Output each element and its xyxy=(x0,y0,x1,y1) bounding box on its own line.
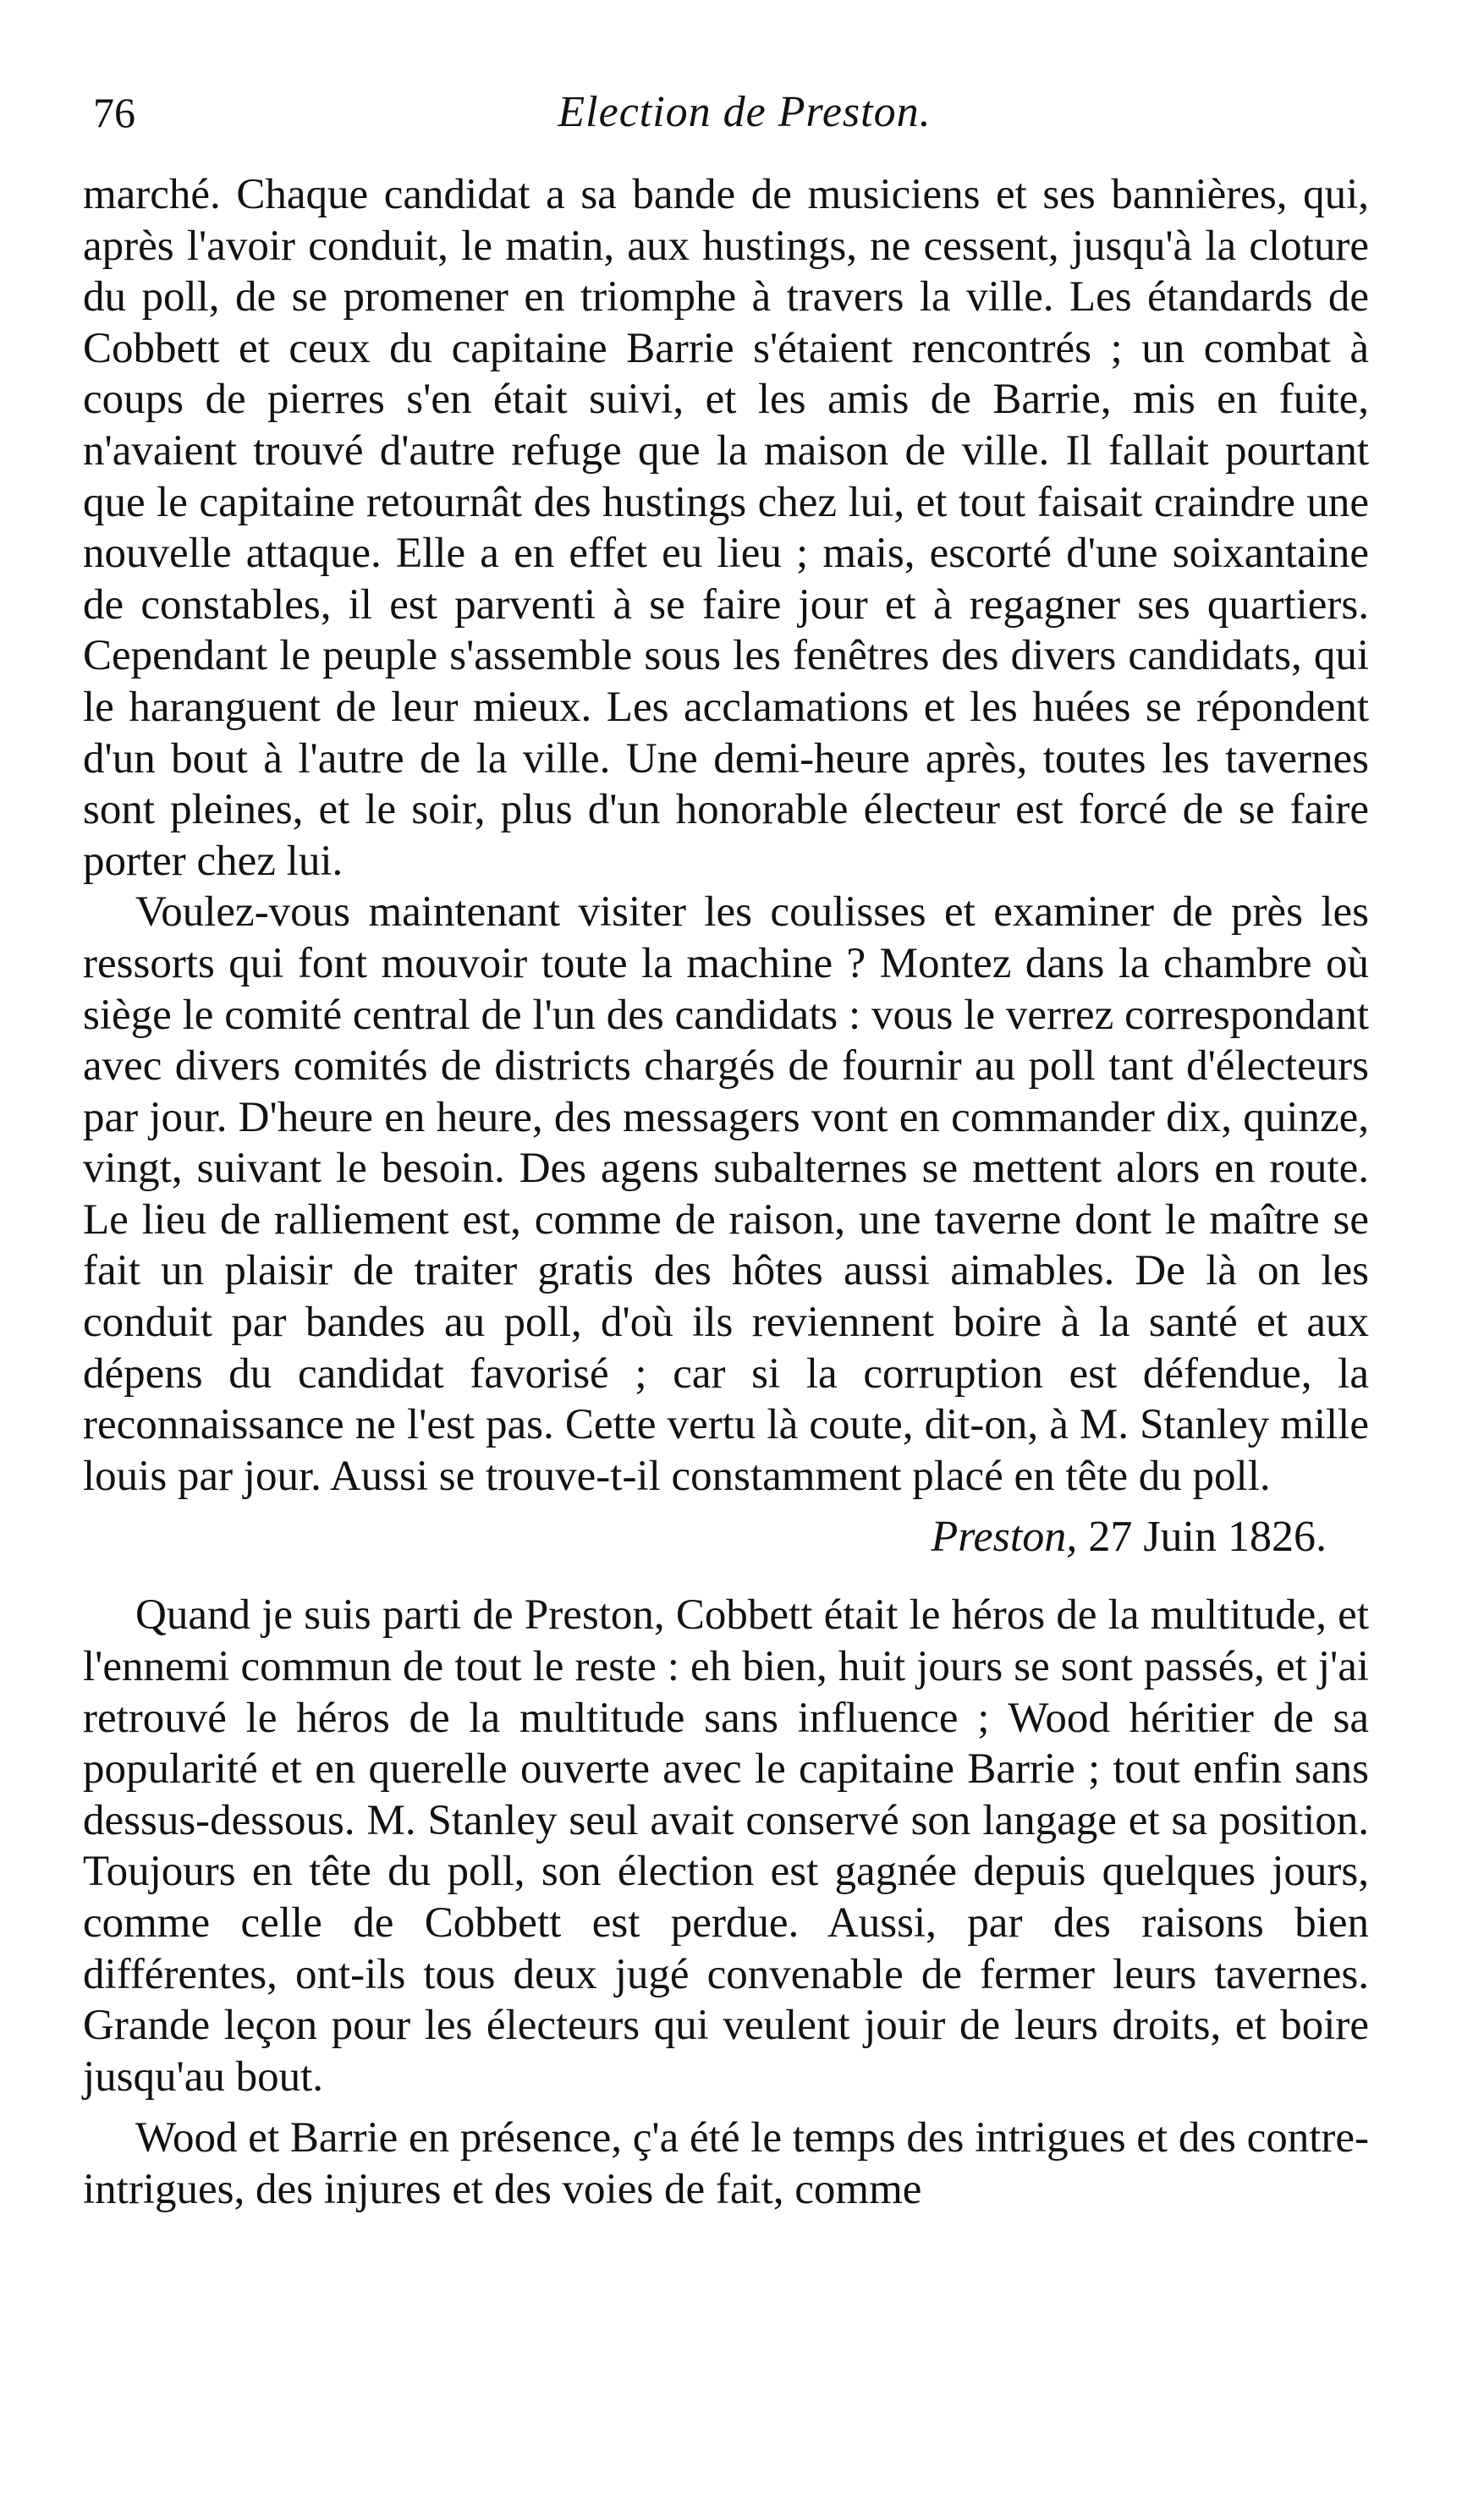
page-header xyxy=(93,83,1396,142)
paragraph-1: marché. Chaque candidat a sa bande de musiciens et ses bannières, qui, après l'avoir conduit, le matin, aux hustings, ne cessent, jusqu'à la cloture du poll, de se promener en triomphe à travers la ville. Les étandards de Cobbett et ceux du capitaine Barrie s'étaient rencontrés ; un combat à coups de pierres s'en était suivi, et les amis de Barrie, mis en fuite, n'avaient trouvé d'autre refuge que la maison de ville. Il fallait pourtant que le capitaine retournât des hustings chez lui, et tout faisait craindre une nouvelle attaque. Elle a en effet eu lieu ; mais, escorté d'une soixantaine de constables, il est parventi à se faire jour et à regagner ses quartiers. Cependant le peuple s'assemble sous les fenêtres des divers candidats, qui le haranguent de leur mieux. Les acclamations et les huées se répondent d'un bout à l'autre de la ville. Une demi-heure après, toutes les tavernes sont pleines, et le soir, plus d'un honorable électeur est forcé de se faire porter chez lui. xyxy=(83,171,1369,885)
page-number: 76 xyxy=(93,89,135,136)
dateline-date: 27 Juin 1826. xyxy=(1088,1513,1327,1562)
paragraph-3: Quand je suis parti de Preston, Cobbett était le héros de la multitude, et l'ennemi commun de tout le reste : eh bien, huit jours se sont passés, et j'ai retrouvé le héros de la multitude sans influence ; Wood héritier de sa popularité et en querelle ouverte avec le capitaine Barrie ; tout enfin sans dessus-dessous. M. Stanley seul avait conservé son langage et sa position. Toujours en tête du poll, son élection est gagnée depuis quelques jours, comme celle de Cobbett est perdue. Aussi, par des raisons bien différentes, ont-ils tous deux jugé convenable de fermer leurs tavernes. Grande leçon pour les électeurs qui veulent jouir de leurs droits, et boire jusqu'au bout. xyxy=(83,1591,1369,2101)
paragraph-2: Voulez-vous maintenant visiter les coulisses et examiner de près les ressorts qui font mouvoir toute la machine ? Montez dans la chambre où siège le comité central de l'un des candidats : vous le verrez correspondant avec divers comités de districts chargés de fournir au poll tant d'électeurs par jour. D'heure en heure, des messagers vont en commander dix, quinze, vingt, suivant le besoin. Des agens subalternes se mettent alors en route. Le lieu de ralliement est, comme de raison, une taverne dont le maître se fait un plaisir de traiter gratis des hôtes aussi aimables. De là on les conduit par bandes au poll, d'où ils reviennent boire à la santé et aux dépens du candidat favorisé ; car si la corruption est défendue, la reconnaissance ne l'est pas. Cette vertu là coute, dit-on, à M. Stanley mille louis par jour. Aussi se trouve-t-il constamment placé en tête du poll. xyxy=(83,888,1369,1500)
body-text xyxy=(83,169,1369,2216)
dateline xyxy=(83,1510,1369,1564)
running-title: Election de Preston. xyxy=(558,88,932,136)
dateline-place: Preston, xyxy=(931,1513,1078,1562)
paragraph-4: Wood et Barrie en présence, ç'a été le temps des intrigues et des contre-intrigues, des injures et des voies de fait, comme xyxy=(83,2114,1369,2213)
